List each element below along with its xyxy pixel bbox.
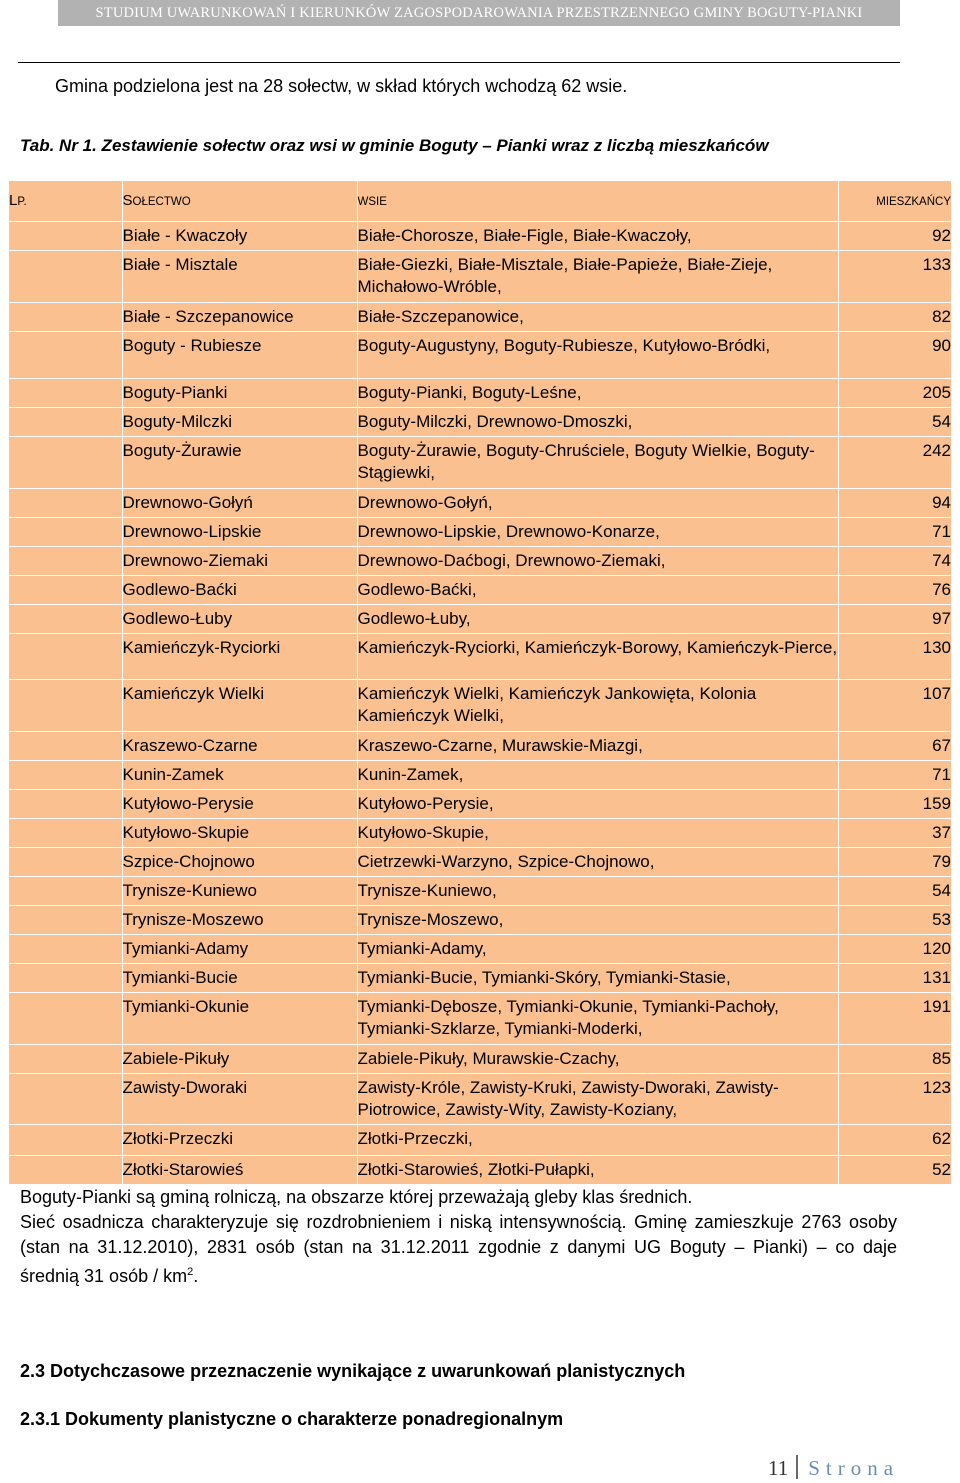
row-wsie [357,1156,838,1185]
intro-text: Gmina podzielona jest na 28 sołectw, w skład których wchodzą 62 wsie. [55,76,628,96]
table-row [9,1074,952,1125]
row-wsie-text: Kunin-Zamek, [357,765,464,784]
row-mieszkancy [838,251,952,303]
row-mieszkancy [838,222,952,251]
row-solectwo [122,761,357,790]
row-solectwo [122,680,357,732]
paragraph-settlement: Sieć osadnicza charakteryzuje się rozdrobnieniem i niską intensywnością. Gminę zamieszkuje 2763 osoby (stan na 31.12.2010), 2831 osób (stan na 31.12.2011 zgodnie z danymi UG Boguty – Pianki) – co daje średnią 31 osób / $km^2$. [20,1212,897,1286]
table-row [9,906,952,935]
table-row [9,877,952,906]
row-solectwo-text: Godlewo-Łuby [122,609,233,628]
table-row [9,222,952,251]
row-wsie [357,877,838,906]
row-lp [9,437,123,489]
row-wsie [357,634,838,680]
row-lp [9,732,123,761]
solectwa-table [8,180,952,1185]
row-wsie-text: Boguty-Augustyny, Boguty-Rubiesze, Kutyłowo-Bródki, [357,336,771,355]
table-row [9,790,952,819]
row-solectwo-text: Białe - Kwaczoły [122,226,248,245]
row-solectwo-text: Białe - Szczepanowice [122,307,294,326]
row-lp [9,819,123,848]
row-mieszkancy-text: 79 [932,852,951,871]
row-mieszkancy-text: 92 [932,226,951,245]
row-wsie-text: Trynisze-Kuniewo, [357,881,497,900]
row-mieszkancy-text: 205 [922,383,951,402]
row-mieszkancy [838,332,952,379]
row-wsie-text: Trynisze-Moszewo, [357,910,504,929]
table-row [9,547,952,576]
row-wsie-text: Drewnowo-Daćbogi, Drewnowo-Ziemaki, [357,551,666,570]
row-wsie-text: Zabiele-Pikuły, Murawskie-Czachy, [357,1049,620,1068]
table-row [9,935,952,964]
row-solectwo [122,877,357,906]
table-header-row [9,181,952,222]
row-mieszkancy [838,877,952,906]
table-row [9,732,952,761]
row-lp [9,518,123,547]
row-wsie [357,732,838,761]
row-lp [9,303,123,332]
row-solectwo [122,634,357,680]
row-lp [9,1045,123,1074]
row-mieszkancy-text: 71 [932,765,951,784]
row-wsie [357,222,838,251]
row-mieszkancy-text: 52 [932,1160,951,1179]
row-solectwo [122,1125,357,1156]
row-lp [9,251,123,303]
row-solectwo [122,732,357,761]
table-row [9,761,952,790]
row-solectwo-text: Złotki-Przeczki [122,1129,234,1148]
row-lp [9,489,123,518]
row-mieszkancy-text: 71 [932,522,951,541]
row-solectwo-text: Drewnowo-Lipskie [122,522,262,541]
table-row [9,848,952,877]
row-mieszkancy-text: 107 [922,684,951,703]
table-row [9,437,952,489]
row-wsie [357,379,838,408]
row-lp [9,332,123,379]
page-label: Strona [808,1456,900,1480]
row-lp [9,1125,123,1156]
row-lp [9,547,123,576]
row-solectwo [122,935,357,964]
row-wsie [357,935,838,964]
row-mieszkancy-text: 120 [922,939,951,958]
row-solectwo [122,819,357,848]
table-row [9,1045,952,1074]
row-lp [9,1074,123,1125]
row-lp [9,906,123,935]
table-row [9,332,952,379]
row-solectwo-text: Trynisze-Moszewo [122,910,264,929]
row-mieszkancy [838,964,952,993]
row-wsie [357,761,838,790]
row-wsie [357,993,838,1045]
row-solectwo-text: Trynisze-Kuniewo [122,881,257,900]
row-wsie-text: Drewnowo-Gołyń, [357,493,493,512]
row-solectwo [122,379,357,408]
row-wsie-text: Białe-Chorosze, Białe-Figle, Białe-Kwaczoły, [357,226,692,245]
row-solectwo-text: Boguty - Rubiesze [122,336,262,355]
row-wsie [357,1074,838,1125]
row-wsie [357,790,838,819]
row-wsie-text: Boguty-Pianki, Boguty-Leśne, [357,383,582,402]
section-heading-2-3: 2.3 Dotychczasowe przeznaczenie wynikające z uwarunkowań planistycznych [20,1361,686,1381]
row-wsie-text: Tymianki-Adamy, [357,939,487,958]
table-row [9,489,952,518]
row-lp [9,634,123,680]
header-mieszkancy: MIESZKAŃCY [838,181,952,222]
row-solectwo-text: Kamieńczyk Wielki [122,684,265,703]
row-mieszkancy [838,1125,952,1156]
header-lp: LP. [9,181,123,222]
row-solectwo-text: Boguty-Pianki [122,383,228,402]
row-mieszkancy [838,437,952,489]
row-mieszkancy-text: 133 [922,255,951,274]
row-wsie-text: Kamieńczyk Wielki, Kamieńczyk Jankowięta, Kolonia Kamieńczyk Wielki, [357,684,757,725]
row-wsie-text: Złotki-Przeczki, [357,1129,473,1148]
row-mieszkancy-text: 37 [932,823,951,842]
row-wsie [357,576,838,605]
row-solectwo [122,1045,357,1074]
row-solectwo [122,790,357,819]
row-mieszkancy [838,680,952,732]
table-row [9,408,952,437]
row-solectwo [122,993,357,1045]
row-mieszkancy-text: 123 [922,1078,951,1097]
page-footer [768,1455,899,1481]
table-row [9,819,952,848]
row-lp [9,680,123,732]
row-mieszkancy-text: 53 [932,910,951,929]
row-lp [9,761,123,790]
row-solectwo [122,437,357,489]
row-solectwo-text: Zawisty-Dworaki [122,1078,248,1097]
row-mieszkancy [838,906,952,935]
row-lp [9,935,123,964]
row-solectwo-text: Zabiele-Pikuły [122,1049,230,1068]
row-mieszkancy-text: 85 [932,1049,951,1068]
row-wsie-text: Godlewo-Łuby, [357,609,471,628]
row-wsie [357,303,838,332]
row-solectwo-text: Tymianki-Bucie [122,968,238,987]
row-wsie-text: Tymianki-Dębosze, Tymianki-Okunie, Tymianki-Pachoły, Tymianki-Szklarze, Tymianki-Moderki, [357,997,779,1038]
row-mieszkancy-text: 130 [922,638,951,657]
row-wsie-text: Cietrzewki-Warzyno, Szpice-Chojnowo, [357,852,655,871]
row-wsie [357,1045,838,1074]
row-wsie-text: Boguty-Żurawie, Boguty-Chruściele, Boguty Wielkie, Boguty-Stągiewki, [357,441,815,482]
row-mieszkancy-text: 67 [932,736,951,755]
row-mieszkancy-text: 62 [932,1129,951,1148]
row-mieszkancy [838,819,952,848]
row-mieszkancy [838,408,952,437]
row-mieszkancy [838,848,952,877]
row-wsie [357,819,838,848]
row-mieszkancy-text: 97 [932,609,951,628]
row-wsie-text: Kraszewo-Czarne, Murawskie-Miazgi, [357,736,643,755]
row-wsie-text: Zawisty-Króle, Zawisty-Kruki, Zawisty-Dworaki, Zawisty-Piotrowice, Zawisty-Wity, Zawisty-Koziany, [357,1078,779,1119]
header-divider [18,62,900,63]
row-wsie [357,251,838,303]
row-wsie [357,680,838,732]
table-row [9,518,952,547]
table-row [9,1156,952,1185]
row-mieszkancy-text: 82 [932,307,951,326]
section-heading-2-3-1: 2.3.1 Dokumenty planistyczne o charakterze ponadregionalnym [20,1409,564,1429]
table-row [9,251,952,303]
row-lp [9,222,123,251]
table-row [9,605,952,634]
header-solectwo: SOŁECTWO [122,181,357,222]
row-wsie [357,848,838,877]
row-lp [9,993,123,1045]
row-lp [9,790,123,819]
row-wsie [357,605,838,634]
row-solectwo [122,222,357,251]
row-lp [9,576,123,605]
row-solectwo-text: Białe - Misztale [122,255,238,274]
row-solectwo-text: Kutyłowo-Perysie [122,794,254,813]
row-wsie [357,964,838,993]
row-mieszkancy [838,303,952,332]
row-solectwo [122,848,357,877]
row-solectwo-text: Złotki-Starowieś [122,1160,244,1179]
row-mieszkancy [838,547,952,576]
row-wsie [357,518,838,547]
row-solectwo-text: Kutyłowo-Skupie [122,823,250,842]
row-solectwo-text: Tymianki-Okunie [122,997,250,1016]
table-row [9,1125,952,1156]
row-solectwo [122,906,357,935]
row-mieszkancy-text: 90 [932,336,951,355]
row-mieszkancy-text: 54 [932,881,951,900]
row-mieszkancy [838,761,952,790]
row-lp [9,877,123,906]
row-solectwo-text: Tymianki-Adamy [122,939,249,958]
row-mieszkancy [838,1074,952,1125]
row-mieszkancy [838,1156,952,1185]
row-wsie-text: Kutyłowo-Skupie, [357,823,489,842]
table-row [9,680,952,732]
row-mieszkancy [838,1045,952,1074]
row-mieszkancy-text: 76 [932,580,951,599]
row-wsie [357,489,838,518]
row-wsie-text: Złotki-Starowieś, Złotki-Pułapki, [357,1160,595,1179]
row-solectwo [122,964,357,993]
table-row [9,993,952,1045]
row-mieszkancy-text: 131 [922,968,951,987]
table-row [9,379,952,408]
row-solectwo-text: Kunin-Zamek [122,765,224,784]
row-solectwo-text: Szpice-Chojnowo [122,852,255,871]
row-wsie-text: Kutyłowo-Perysie, [357,794,494,813]
row-lp [9,964,123,993]
row-wsie [357,437,838,489]
row-mieszkancy [838,576,952,605]
row-wsie-text: Tymianki-Bucie, Tymianki-Skóry, Tymianki-Stasie, [357,968,731,987]
row-mieszkancy [838,379,952,408]
row-solectwo [122,576,357,605]
row-wsie-text: Boguty-Milczki, Drewnowo-Dmoszki, [357,412,633,431]
row-mieszkancy-text: 191 [922,997,951,1016]
row-wsie-text: Białe-Giezki, Białe-Misztale, Białe-Papieże, Białe-Zieje, Michałowo-Wróble, [357,255,773,296]
row-wsie [357,332,838,379]
row-solectwo-text: Kamieńczyk-Ryciorki [122,638,281,657]
row-lp [9,848,123,877]
row-mieszkancy [838,518,952,547]
row-lp [9,605,123,634]
row-solectwo [122,408,357,437]
row-solectwo [122,518,357,547]
row-solectwo-text: Drewnowo-Ziemaki [122,551,268,570]
row-wsie [357,1125,838,1156]
row-mieszkancy [838,993,952,1045]
footer-separator [796,1455,798,1479]
table-caption: Tab. Nr 1. Zestawienie sołectw oraz wsi w gminie Boguty – Pianki wraz z liczbą mieszkańców [20,136,769,155]
row-mieszkancy [838,489,952,518]
row-lp [9,379,123,408]
row-mieszkancy-text: 159 [922,794,951,813]
header-wsie: WSIE [357,181,838,222]
row-solectwo [122,332,357,379]
table-row [9,576,952,605]
table-row [9,303,952,332]
row-mieszkancy-text: 54 [932,412,951,431]
row-wsie-text: Godlewo-Baćki, [357,580,477,599]
document-header [58,0,900,26]
row-mieszkancy [838,935,952,964]
row-solectwo [122,547,357,576]
row-solectwo-text: Kraszewo-Czarne [122,736,258,755]
row-wsie [357,408,838,437]
row-solectwo [122,489,357,518]
row-solectwo [122,605,357,634]
page-number: 11 [768,1456,789,1480]
row-lp [9,408,123,437]
row-solectwo [122,1074,357,1125]
row-solectwo-text: Boguty-Żurawie [122,441,242,460]
row-mieszkancy-text: 94 [932,493,951,512]
row-wsie [357,906,838,935]
row-mieszkancy [838,605,952,634]
row-mieszkancy-text: 74 [932,551,951,570]
row-wsie [357,547,838,576]
table-row [9,964,952,993]
row-solectwo [122,1156,357,1185]
row-lp [9,1156,123,1185]
row-solectwo-text: Godlewo-Baćki [122,580,237,599]
row-solectwo [122,303,357,332]
row-wsie-text: Białe-Szczepanowice, [357,307,524,326]
row-mieszkancy-text: 242 [922,441,951,460]
row-solectwo-text: Boguty-Milczki [122,412,233,431]
row-wsie-text: Kamieńczyk-Ryciorki, Kamieńczyk-Borowy, Kamieńczyk-Pierce, [357,638,838,657]
row-mieszkancy [838,634,952,680]
header-title: STUDIUM UWARUNKOWAŃ I KIERUNKÓW ZAGOSPODAROWANIA PRZESTRZENNEGO GMINY BOGUTY-PIANKI [95,5,863,21]
row-mieszkancy [838,790,952,819]
row-wsie-text: Drewnowo-Lipskie, Drewnowo-Konarze, [357,522,660,541]
row-solectwo [122,251,357,303]
paragraph-soils: Boguty-Pianki są gminą rolniczą, na obszarze której przeważają gleby klas średnich. [20,1187,693,1207]
row-mieszkancy [838,732,952,761]
table-row [9,634,952,680]
row-solectwo-text: Drewnowo-Gołyń [122,493,253,512]
